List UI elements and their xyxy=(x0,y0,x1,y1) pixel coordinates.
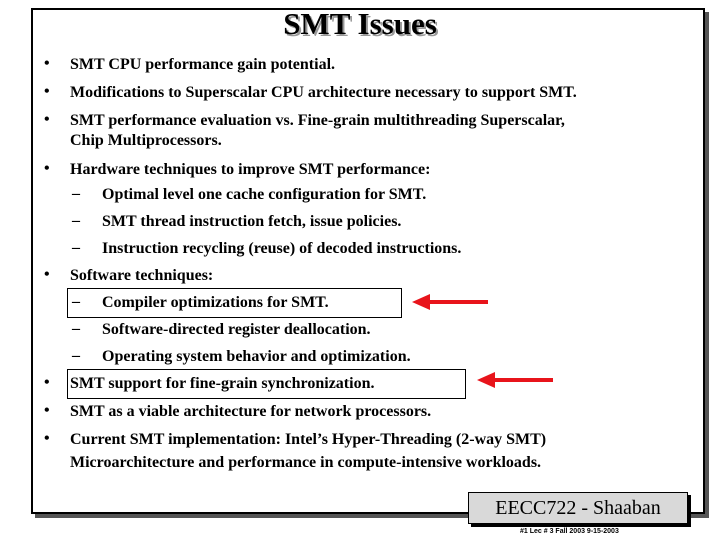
sub-dash: – xyxy=(72,320,80,337)
red-arrow-icon xyxy=(475,368,555,392)
sub-item: Instruction recycling (reuse) of decoded instructions. xyxy=(102,240,462,257)
bullet-text: Hardware techniques to improve SMT performance: xyxy=(70,161,431,178)
sub-dash: – xyxy=(72,185,80,202)
sub-dash: – xyxy=(72,293,80,310)
bullet-text: Software techniques: xyxy=(70,267,214,284)
bullet-text-continued: Microarchitecture and performance in compute-intensive workloads. xyxy=(70,454,542,471)
bullet-dot: • xyxy=(44,160,50,177)
sub-item: SMT thread instruction fetch, issue policies. xyxy=(102,213,402,230)
sub-item: Optimal level one cache configuration for SMT. xyxy=(102,186,427,203)
bullet-dot: • xyxy=(44,430,50,447)
bullet-dot: • xyxy=(44,55,50,72)
sub-item: Operating system behavior and optimization. xyxy=(102,348,411,365)
bullet-dot: • xyxy=(44,402,50,419)
bullet-text: Current SMT implementation: Intel’s Hyper-Threading (2-way SMT) xyxy=(70,431,547,448)
lecture-info: #1 Lec # 3 Fall 2003 9-15-2003 xyxy=(520,528,619,535)
sub-dash: – xyxy=(72,212,80,229)
bullet-text: SMT CPU performance gain potential. xyxy=(70,56,336,73)
bullet-text: Modifications to Superscalar CPU architecture necessary to support SMT. xyxy=(70,84,577,101)
red-arrow-icon xyxy=(410,290,490,314)
course-footer: EECC722 - Shaaban xyxy=(468,492,688,524)
bullet-text: SMT support for fine-grain synchronization. xyxy=(70,375,375,392)
bullet-text: SMT performance evaluation vs. Fine-grain multithreading Superscalar, xyxy=(70,112,565,129)
bullet-dot: • xyxy=(44,83,50,100)
slide-title: SMT Issues xyxy=(283,6,437,41)
sub-dash: – xyxy=(72,239,80,256)
bullet-text: SMT as a viable architecture for network processors. xyxy=(70,403,432,420)
bullet-dot: • xyxy=(44,111,50,128)
bullet-text-continued: Chip Multiprocessors. xyxy=(70,132,222,149)
bullet-dot: • xyxy=(44,266,50,283)
sub-item: Software-directed register deallocation. xyxy=(102,321,371,338)
sub-dash: – xyxy=(72,347,80,364)
sub-item: Compiler optimizations for SMT. xyxy=(102,294,329,311)
bullet-dot: • xyxy=(44,374,50,391)
